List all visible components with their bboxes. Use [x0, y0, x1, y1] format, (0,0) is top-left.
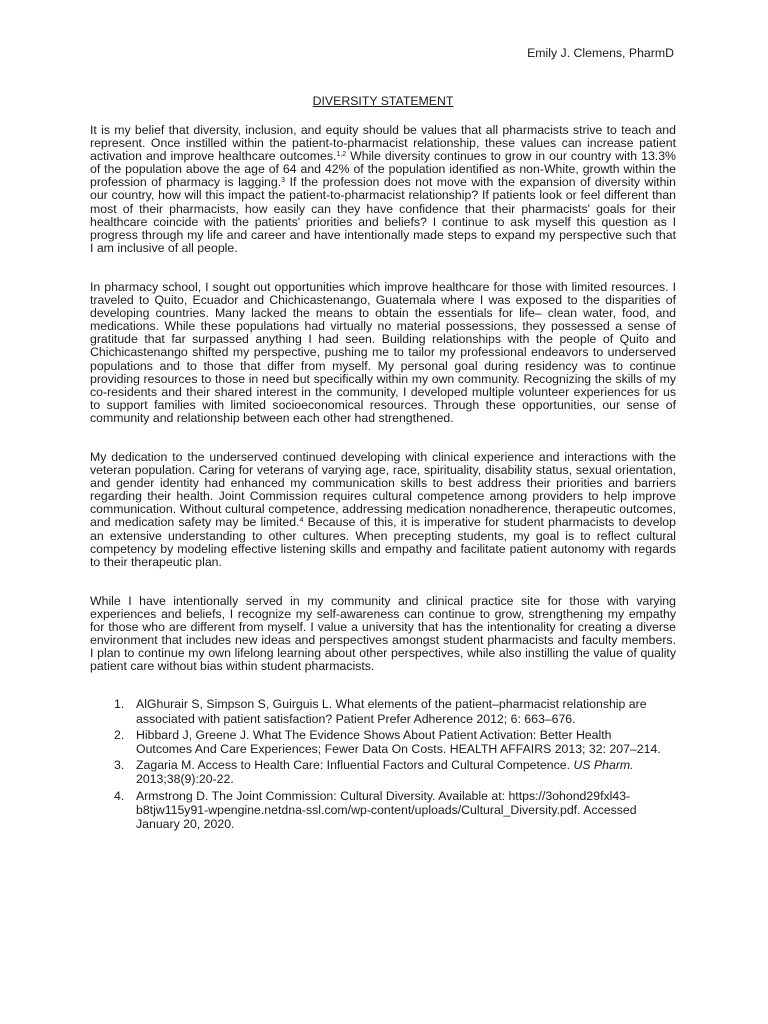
reference-number: 2.: [114, 727, 125, 742]
reference-number: 4.: [114, 788, 125, 803]
paragraph-1-text-c: If the profession does not move with the expansion of diversity within our country, how will this impact the patient-to-pharmacist relationship? If patients look or feel different than most of their pharmacists, how easily can they have confidence that their pharmacists' goals for their healthcare coincide with the patients' priorities and beliefs? I continue to ask myself this question as I progress through my life and career and have intentionally made steps to expand my perspective such that I am inclusive of all people.: [90, 175, 676, 255]
reference-text: AlGhurair S, Simpson S, Guirguis L. What elements of the patient–pharmacist relationship are associated with patient satisfaction? Patient Prefer Adherence 2012; 6: 663–676.: [136, 697, 647, 726]
paragraph-1: [90, 124, 676, 255]
reference-number: 3.: [114, 758, 125, 773]
citation-superscript: 4: [299, 517, 304, 525]
paragraph-4: While I have intentionally served in my community and clinical practice site for those with varying experiences and beliefs, I recognize my self-awareness can continue to grow, strengthening my empathy for those who are different from myself. I value a university that has the intentionality for creating a diverse environment that includes new ideas and perspectives amongst student pharmacists and faculty members. I plan to continue my own lifelong learning about other perspectives, while also instilling the value of quality patient care without bias within student pharmacists.: [90, 593, 676, 674]
reference-text: Hibbard J, Greene J. What The Evidence Shows About Patient Activation: Better Health Outcomes And Care Experiences; Fewer Data On Costs. HEALTH AFFAIRS 2013; 32: 207–214.: [136, 727, 661, 756]
reference-item: [90, 758, 676, 786]
reference-text: Zagaria M. Access to Health Care: Influential Factors and Cultural Competence.: [136, 758, 574, 773]
paragraph-3-text-a: My dedication to the underserved continued developing with clinical experience and interactions with the veteran population. Caring for veterans of varying age, race, spirituality, disability status, sexual orientation, and gender identity had enhanced my communication skills to best address their priorities and barriers regarding their health. Joint Commission requires cultural competence among providers to help improve communication. Without cultural competence, addressing medication nonadherence, therapeutic outcomes, and medication safety may be limited.: [90, 449, 676, 530]
reference-text: 2013;38(9):20-22.: [136, 772, 234, 787]
reference-list: [90, 697, 676, 831]
citation-superscript: 3: [281, 177, 286, 185]
citation-superscript: 1,2: [336, 151, 347, 159]
reference-item: [90, 697, 676, 725]
reference-number: 1.: [114, 697, 125, 712]
reference-item: [90, 728, 676, 756]
paragraph-3-text-b: Because of this, it is imperative for student pharmacists to develop an extensive understanding to other cultures. When precepting students, my goal is to reflect cultural competency by modeling effective listening skills and empathy and facilitate patient autonomy with regards to their therapeutic plan.: [90, 515, 676, 569]
reference-item: [90, 789, 676, 832]
author-name: Emily J. Clemens, PharmD: [527, 46, 674, 60]
document-title: DIVERSITY STATEMENT: [312, 94, 454, 108]
reference-text: Armstrong D. The Joint Commission: Cultural Diversity. Available at: https://3ohond29fxl43-b8tjw115y91-wpengine.netdna-ssl.com/wp-content/uploads/Cultural_Diversity.pdf. Accessed January 20, 2020.: [136, 788, 637, 831]
paragraph-2: In pharmacy school, I sought out opportunities which improve healthcare for those with limited resources. I traveled to Quito, Ecuador and Chichicastenango, Guatemala where I was exposed to the disparities of developing countries. Many lacked the means to obtain the essentials for life– clean water, food, and medications. While these populations had virtually no material possessions, they possessed a sense of gratitude that far surpassed anything I had seen. Building relationships with the people of Quito and Chichicastenango shifted my perspective, pushing me to tailor my professional endeavors to underserved populations and to those that differ from myself. My personal goal during residency was to continue providing resources to those in need but specifically within my own community. Recognizing the skills of my co-residents and their shared interest in the community, I developed multiple volunteer experiences for us to support families with limited socioeconomical resources. Through these opportunities, our sense of community and relationship between each other had strengthened.: [90, 279, 676, 425]
paragraph-1-text-a: It is my belief that diversity, inclusion, and equity should be values that all pharmacists strive to teach and represent. Once instilled within the patient-to-pharmacist relationship, these values can increase patient activation and improve healthcare outcomes.: [90, 123, 676, 164]
reference-journal: US Pharm.: [573, 758, 634, 773]
paragraph-1-text-b: While diversity continues to grow in our country with 13.3% of the population above the age of 64 and 42% of the population identified as non-White, growth within the profession of pharmacy is lagging.: [90, 149, 676, 190]
paragraph-3: [90, 451, 676, 569]
